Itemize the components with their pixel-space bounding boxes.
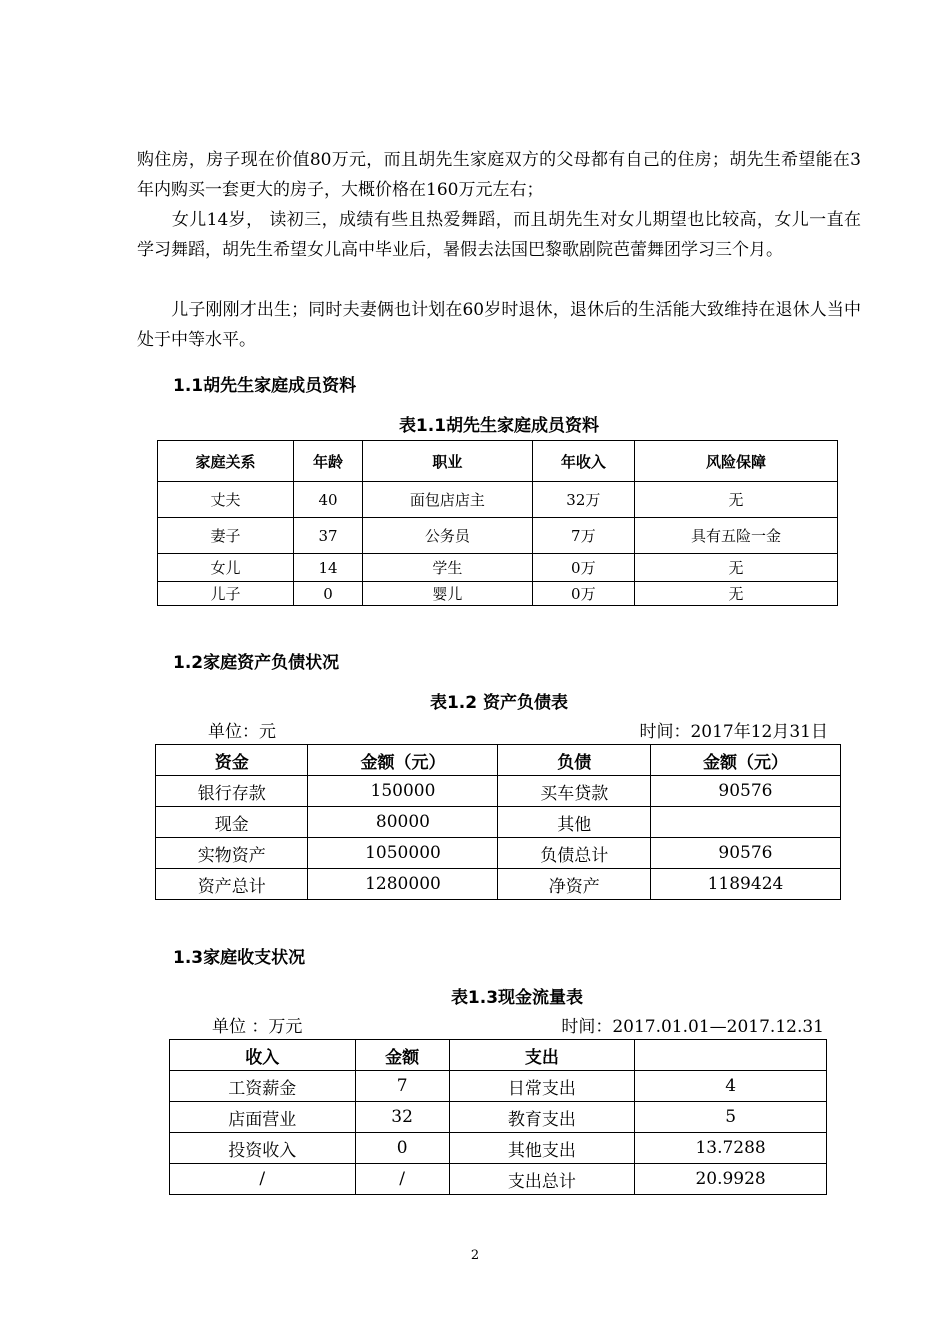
table-cell — [650, 807, 840, 838]
header-cell: 金额（元） — [650, 745, 840, 776]
table-row — [158, 554, 838, 582]
table-cell: 0万 — [532, 582, 635, 606]
header-cell: 年收入 — [532, 441, 635, 482]
paragraph-house: 购住房，房子现在价值80万元，而且胡先生家庭双方的父母都有自己的住房；胡先生希望能在3年内购买一套更大的房子，大概价格在160万元左右； — [137, 150, 861, 200]
header-cell: 收入 — [170, 1040, 356, 1071]
table-cell: 无 — [635, 482, 838, 518]
table-cell: 教育支出 — [449, 1102, 635, 1133]
table-cell: 女儿 — [158, 554, 294, 582]
table-caption-1-1: 表1.1胡先生家庭成员资料 — [398, 416, 600, 436]
header-cell: 金额 — [355, 1040, 449, 1071]
header-cell: 职业 — [363, 441, 532, 482]
table-cell: 150000 — [308, 776, 498, 807]
cash-flow-table — [169, 1039, 827, 1195]
section-heading-1-1: 1.1胡先生家庭成员资料 — [173, 376, 357, 396]
table-cell: 无 — [635, 554, 838, 582]
table-cell: 80000 — [308, 807, 498, 838]
table-cell: 0万 — [532, 554, 635, 582]
table-caption-1-3: 表1.3现金流量表 — [450, 988, 584, 1008]
table-cell: 负债总计 — [498, 838, 650, 869]
table-row — [156, 838, 841, 869]
table-cell: / — [355, 1164, 449, 1195]
table-cell: 5 — [635, 1102, 827, 1133]
header-cell: 支出 — [449, 1040, 635, 1071]
table-cell: 资产总计 — [156, 869, 308, 900]
table-cell: 妻子 — [158, 518, 294, 554]
family-members-table — [157, 440, 838, 606]
table-cell: 丈夫 — [158, 482, 294, 518]
table-row — [158, 582, 838, 606]
header-cell: 负债 — [498, 745, 650, 776]
table-cell: 13.7288 — [635, 1133, 827, 1164]
table-cell: 面包店店主 — [363, 482, 532, 518]
table-caption-1-2: 表1.2 资产负债表 — [429, 693, 569, 713]
table-row — [158, 518, 838, 554]
table-cell: 1189424 — [650, 869, 840, 900]
section-heading-1-3: 1.3家庭收支状况 — [173, 948, 306, 968]
table-cell: 银行存款 — [156, 776, 308, 807]
table-cell: 0 — [294, 582, 363, 606]
table-row — [170, 1133, 827, 1164]
table-cell: 14 — [294, 554, 363, 582]
table-cell: 净资产 — [498, 869, 650, 900]
table-cell: 90576 — [650, 838, 840, 869]
table-cell: 4 — [635, 1071, 827, 1102]
table-cell: 学生 — [363, 554, 532, 582]
table-row — [156, 776, 841, 807]
table-cell: 无 — [635, 582, 838, 606]
table-header-row — [158, 441, 838, 482]
table-cell: 现金 — [156, 807, 308, 838]
table-cell: 32 — [355, 1102, 449, 1133]
date-label: 时间：2017.01.01—2017.12.31 — [561, 1017, 824, 1037]
table-row — [156, 869, 841, 900]
table-row — [158, 482, 838, 518]
header-cell: 风险保障 — [635, 441, 838, 482]
table-cell: 婴儿 — [363, 582, 532, 606]
header-cell: 资金 — [156, 745, 308, 776]
table-cell: 40 — [294, 482, 363, 518]
unit-label: 单位 ：万元 — [212, 1017, 303, 1037]
date-label: 时间：2017年12月31日 — [639, 722, 828, 742]
paragraph-daughter: 女儿14岁， 读初三，成绩有些且热爱舞蹈，而且胡先生对女儿期望也比较高，女儿一直在学习舞蹈，胡先生希望女儿高中毕业后，暑假去法国巴黎歌剧院芭蕾舞团学习三个月。 — [137, 210, 861, 260]
header-cell: 金额（元） — [308, 745, 498, 776]
table-cell: 买车贷款 — [498, 776, 650, 807]
table-cell: 7万 — [532, 518, 635, 554]
table-cell: 公务员 — [363, 518, 532, 554]
table-cell: 1050000 — [308, 838, 498, 869]
unit-label: 单位：元 — [208, 722, 276, 742]
table-cell: 20.9928 — [635, 1164, 827, 1195]
table-cell: 32万 — [532, 482, 635, 518]
table-cell: 其他支出 — [449, 1133, 635, 1164]
table-cell: 投资收入 — [170, 1133, 356, 1164]
table-cell: 37 — [294, 518, 363, 554]
table-header-row — [170, 1040, 827, 1071]
page-number: 2 — [470, 1248, 480, 1263]
table-row — [170, 1102, 827, 1133]
table-cell: 支出总计 — [449, 1164, 635, 1195]
table-row — [156, 807, 841, 838]
table-cell: 其他 — [498, 807, 650, 838]
balance-sheet-table — [155, 744, 841, 900]
paragraph-son: 儿子刚刚才出生；同时夫妻俩也计划在60岁时退休，退休后的生活能大致维持在退休人当中处于中等水平。 — [137, 300, 861, 350]
table-cell: 0 — [355, 1133, 449, 1164]
header-cell: 年龄 — [294, 441, 363, 482]
table-cell: 具有五险一金 — [635, 518, 838, 554]
table-cell: 1280000 — [308, 869, 498, 900]
table-cell: 7 — [355, 1071, 449, 1102]
table-cell: 90576 — [650, 776, 840, 807]
table-cell: 实物资产 — [156, 838, 308, 869]
table-cell: 工资薪金 — [170, 1071, 356, 1102]
table-cell: 日常支出 — [449, 1071, 635, 1102]
header-cell — [635, 1040, 827, 1071]
table-header-row — [156, 745, 841, 776]
table-row — [170, 1164, 827, 1195]
table-cell: 店面营业 — [170, 1102, 356, 1133]
header-cell: 家庭关系 — [158, 441, 294, 482]
table-cell: 儿子 — [158, 582, 294, 606]
table-row — [170, 1071, 827, 1102]
section-heading-1-2: 1.2家庭资产负债状况 — [173, 653, 340, 673]
table-cell: / — [170, 1164, 356, 1195]
